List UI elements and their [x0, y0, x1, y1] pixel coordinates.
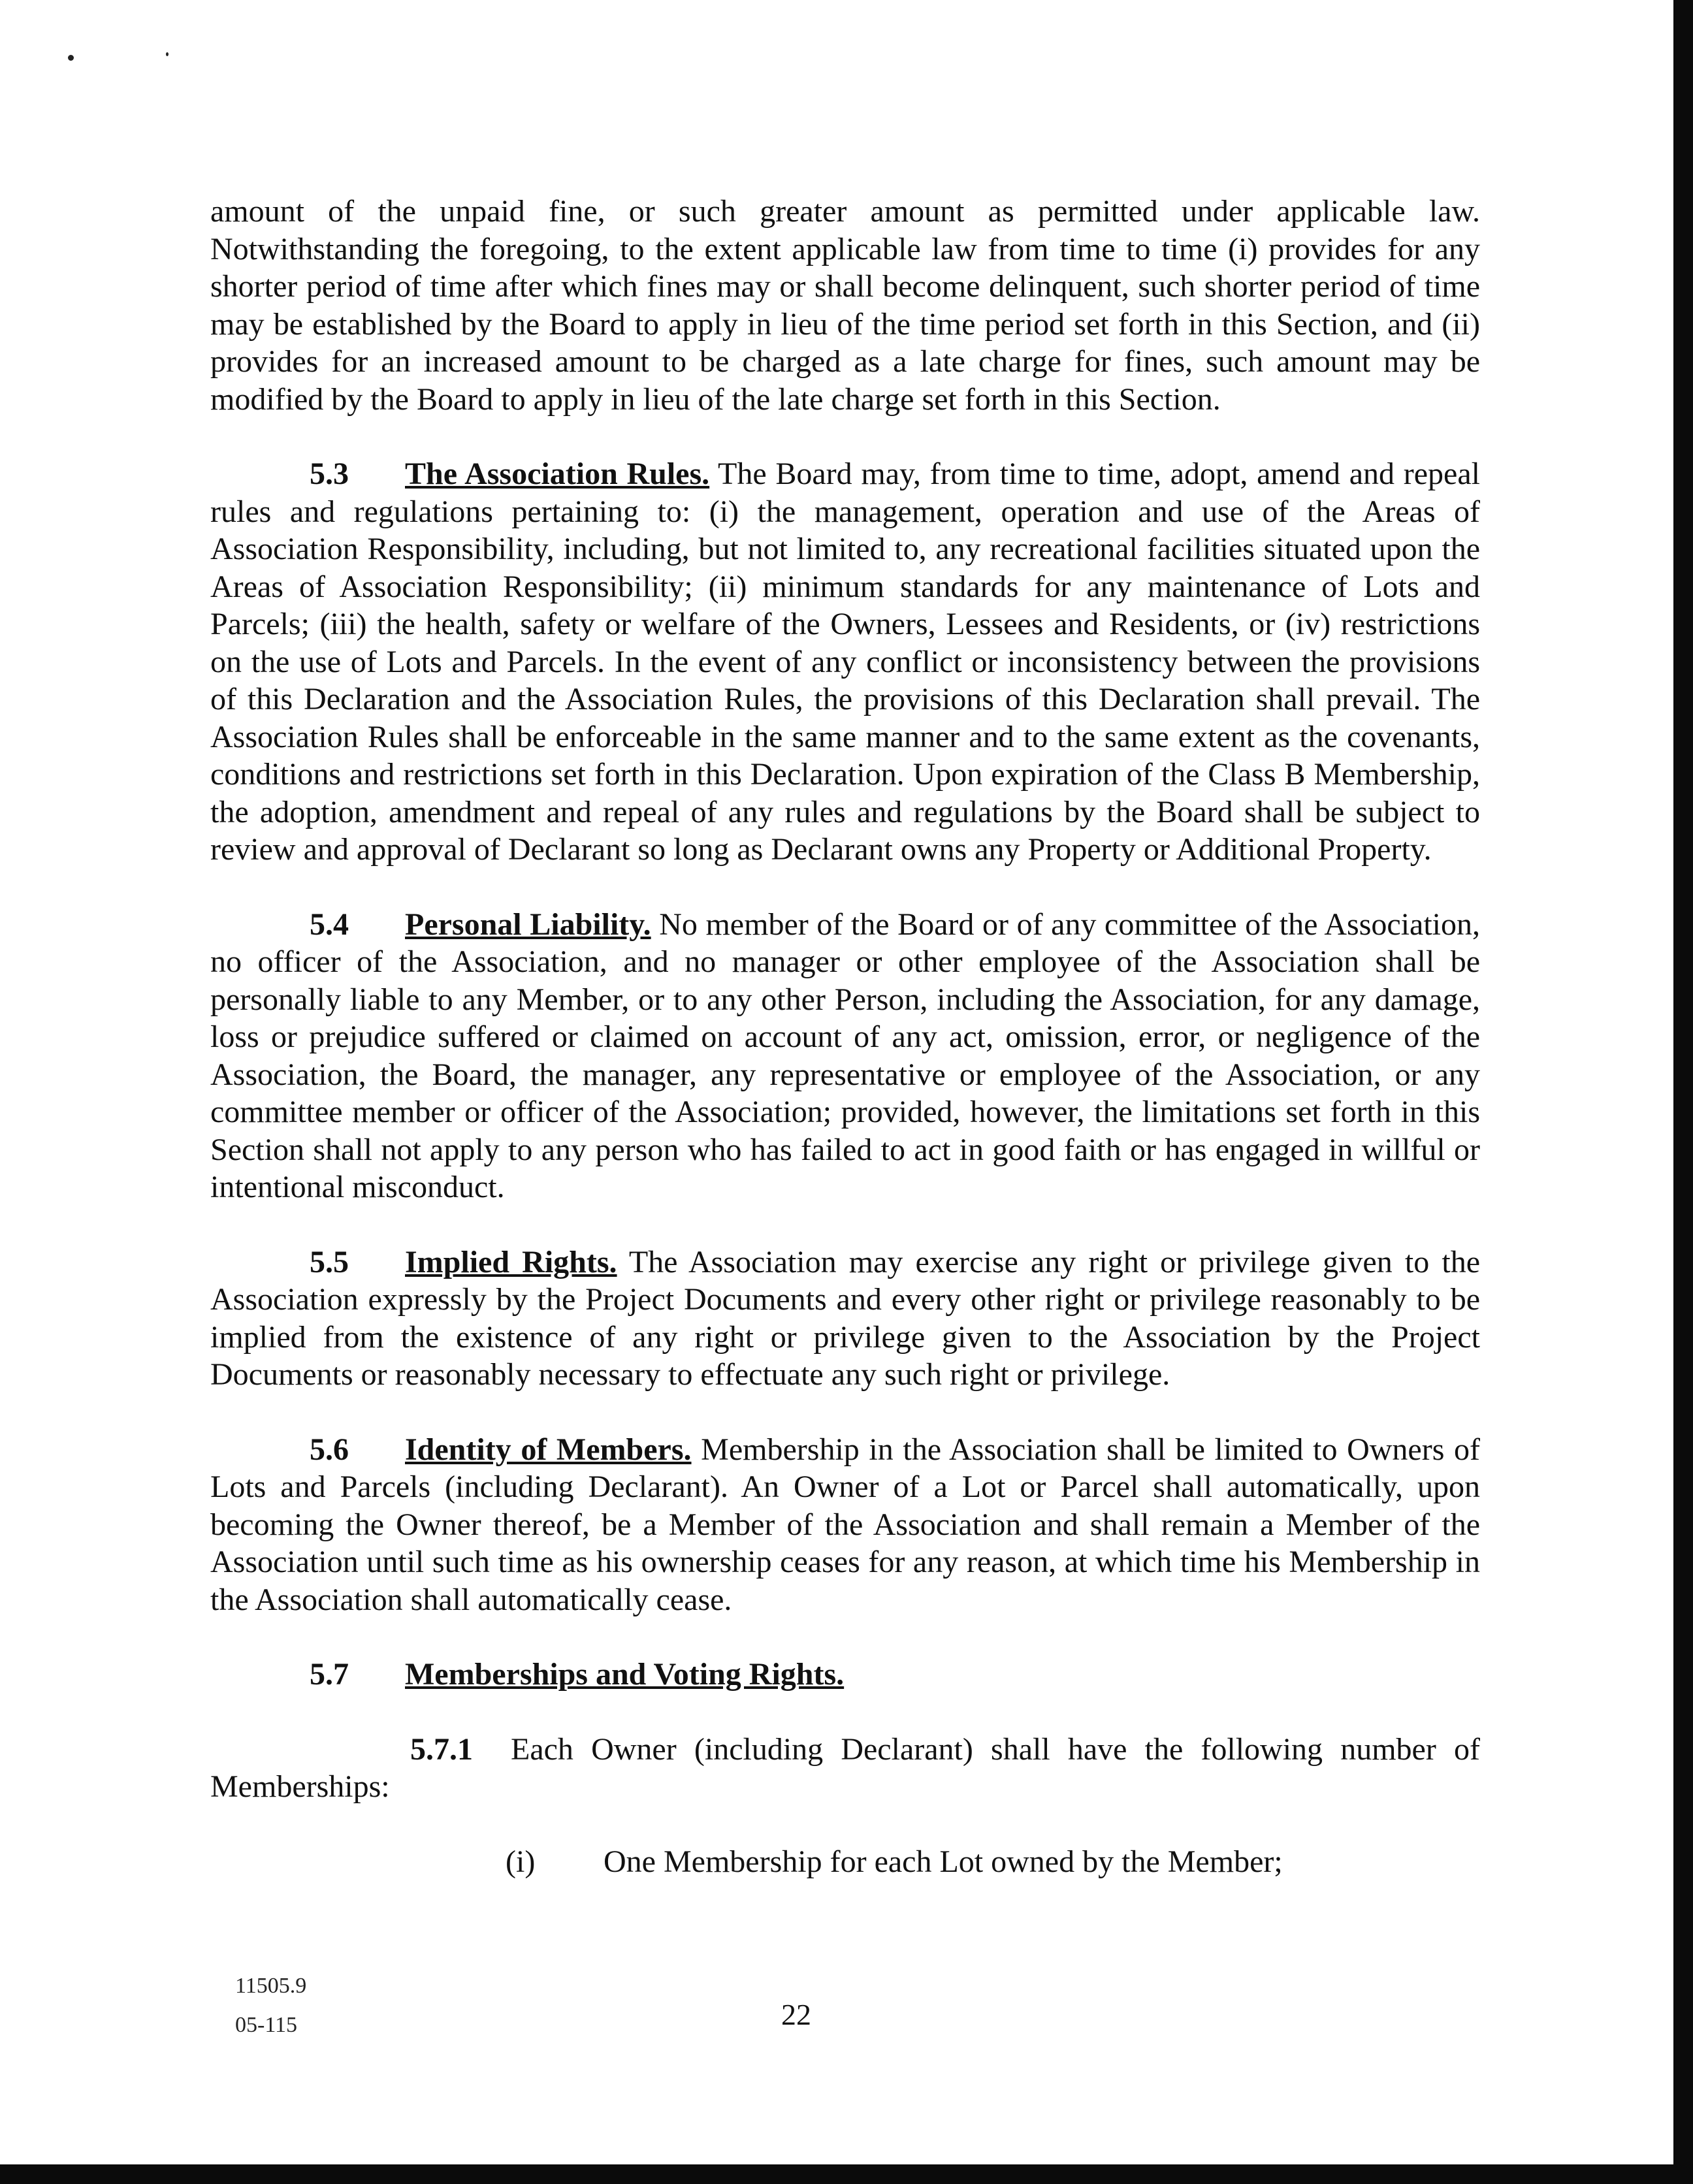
- section-number: 5.3: [310, 457, 349, 491]
- scan-border-bottom: [0, 2164, 1693, 2184]
- section-number: 5.7: [310, 1657, 349, 1692]
- intro-paragraph: amount of the unpaid fine, or such greater amount as permitted under applicable law. Notwithstanding the foregoing, to the extent applicable law from time to time (i) provides for any shorter period of time after which fines may or shall become delinquent, such shorter period of time may be established by the Board to apply in lieu of the time period set forth in this Section, and (ii) provides for an increased amount to be charged as a late charge for fines, such amount may be modified by the Board to apply in lieu of the late charge set forth in this Section.: [210, 194, 1480, 417]
- section-5-4: [210, 906, 1480, 1206]
- section-number: 5.5: [310, 1244, 349, 1279]
- footer-doc-code: 05-115: [235, 2013, 298, 2037]
- section-title: Identity of Members.: [405, 1432, 692, 1467]
- list-item-text: One Membership for each Lot owned by the Member;: [604, 1844, 1283, 1879]
- subsection-continuation: Memberships:: [210, 1769, 390, 1804]
- section-body: The Association may exercise any right or privilege given to the Association expressly by the Project Documents and every other right or privilege reasonably to be implied from the existence of any right or privilege given to the Association by the Project Documents or reasonably necessary to effectuate any such right or privilege.: [210, 1244, 1480, 1392]
- section-body: Membership in the Association shall be limited to Owners of Lots and Parcels (including Declarant). An Owner of a Lot or Parcel shall automatically, upon becoming the Owner thereof, be a Member of the Association and shall remain a Member of the Association until such time as his ownership ceases for any reason, at which time his Membership in the Association shall automatically cease.: [210, 1432, 1480, 1617]
- scan-speck: [68, 55, 74, 61]
- scan-speck: [166, 52, 169, 56]
- document-body: [210, 193, 1480, 1880]
- scan-border-right: [1673, 0, 1693, 2184]
- section-title: Implied Rights.: [405, 1244, 617, 1279]
- subsection-number: 5.7.1: [410, 1731, 473, 1767]
- section-title: Memberships and Voting Rights.: [405, 1657, 845, 1692]
- section-body: No member of the Board or of any committee of the Association, no officer of the Association, and no manager or other employee of the Association shall be personally liable to any Member, or to any other Person, including the Association, for any damage, loss or prejudice suffered or claimed on account of any act, omission, error, or negligence of the Association, the Board, the manager, any representative or employee of the Association, or any committee member or officer of the Association; provided, however, the limitations set forth in this Section shall not apply to any person who has failed to act in good faith or has engaged in willful or intentional misconduct.: [210, 907, 1481, 1204]
- page-number: 22: [781, 1998, 811, 2031]
- section-5-5: [210, 1244, 1480, 1394]
- section-number: 5.4: [310, 907, 349, 942]
- subsection-text: Each Owner (including Declarant) shall have the following number of: [511, 1731, 1480, 1767]
- subsection-first-line: [210, 1731, 1480, 1769]
- list-item-marker: (i): [506, 1844, 536, 1879]
- section-5-6: [210, 1431, 1480, 1619]
- subsection-5-7-1: [210, 1731, 1480, 1806]
- section-title: Personal Liability.: [405, 907, 651, 942]
- section-title: The Association Rules.: [405, 457, 710, 491]
- section-number: 5.6: [310, 1432, 349, 1467]
- section-5-3: [210, 455, 1480, 869]
- list-item: [210, 1843, 1480, 1881]
- section-5-7: [210, 1656, 1480, 1694]
- footer-doc-code: 11505.9: [235, 1974, 307, 1998]
- section-body: The Board may, from time to time, adopt, amend and repeal rules and regulations pertaining to: (i) the management, operation and use of the Areas of Association Responsibility, including, but not limited to, any recreational facilities situated upon the Areas of Association Responsibility; (ii) minimum standards for any maintenance of Lots and Parcels; (iii) the health, safety or welfare of the Owners, Lessees and Residents, or (iv) restrictions on the use of Lots and Parcels. In the event of any conflict or inconsistency between the provisions of this Declaration and the Association Rules, the provisions of this Declaration shall prevail. The Association Rules shall be enforceable in the same manner and to the same extent as the covenants, conditions and restrictions set forth in this Declaration. Upon expiration of the Class B Membership, the adoption, amendment and repeal of any rules and regulations by the Board shall be subject to review and approval of Declarant so long as Declarant owns any Property or Additional Property.: [210, 457, 1480, 867]
